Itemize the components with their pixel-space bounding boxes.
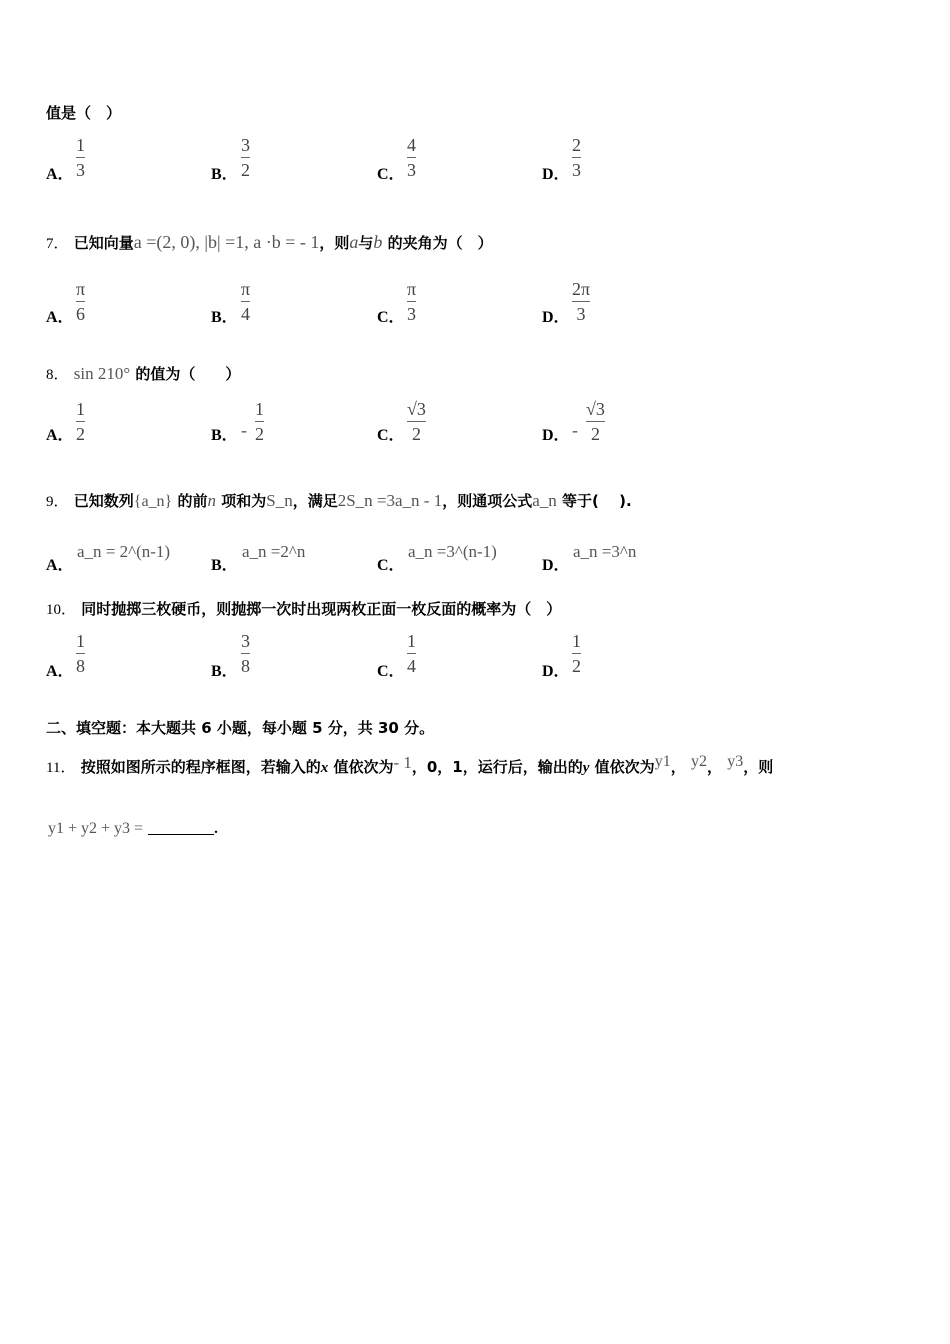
fraction-denominator: 8: [241, 656, 250, 676]
q7-option-fraction: [76, 278, 85, 325]
q9-var-s: S_n: [266, 491, 293, 510]
q7-formula: a =(2, 0), |b| =1, a ·b = - 1: [133, 232, 320, 252]
q10-option-fraction: [241, 630, 250, 677]
q6-option-fraction: [76, 134, 85, 181]
q8-option-fraction: [407, 398, 426, 445]
fraction-bar: [572, 301, 590, 302]
fraction-denominator: 8: [76, 656, 85, 676]
q10-option-letter: A．: [46, 663, 74, 680]
fraction-numerator: 2: [572, 135, 581, 155]
fraction-denominator: 4: [407, 656, 416, 676]
q10-option-fraction: [572, 630, 581, 677]
fraction-numerator: 3: [241, 631, 250, 651]
q7-text-d: 的夹角为（ ）: [387, 234, 493, 252]
fraction-bar: [572, 157, 581, 158]
q10-stem: [46, 598, 561, 619]
q10-number: 10．: [46, 602, 77, 618]
fraction-denominator: 6: [76, 304, 86, 324]
fraction-numerator: π: [407, 279, 417, 299]
q7-stem: [46, 232, 493, 253]
fraction-numerator: 4: [407, 135, 416, 155]
q11-answer-blank[interactable]: [148, 818, 214, 835]
fraction-bar: [241, 653, 250, 654]
q9-option-letter: C．: [377, 557, 405, 574]
fraction-denominator: 2: [572, 656, 581, 676]
q8-stem: [46, 363, 240, 384]
q8-formula: sin 210°: [73, 364, 131, 383]
fraction-bar: [407, 157, 416, 158]
q10-text: 同时抛掷三枚硬币，则抛掷一次时出现两枚正面一枚反面的概率为（ ）: [81, 600, 562, 618]
q8-option-letter: D．: [542, 427, 570, 444]
fraction-denominator: 2: [590, 424, 600, 444]
fraction-numerator: 1: [572, 631, 581, 651]
q6-option-fraction: [572, 134, 581, 181]
fraction-numerator: π: [76, 279, 86, 299]
q10-option-letter: C．: [377, 663, 405, 680]
q11-sep2: ，: [706, 758, 722, 776]
q11-y1: y1: [654, 753, 671, 770]
q7-number: 7．: [46, 236, 69, 252]
q7-option-fraction: [572, 278, 590, 325]
q11-var-y: y: [582, 760, 590, 776]
fraction-bar: [407, 301, 416, 302]
q7-option-letter: B．: [211, 309, 238, 326]
q9-option-expression: a_n =3^(n-1): [408, 542, 497, 561]
q9-text-f: 等于( ).: [562, 492, 632, 510]
fraction-numerator: √3: [586, 399, 605, 419]
fraction-denominator: 2: [255, 424, 264, 444]
fraction-bar: [407, 421, 426, 422]
fraction-numerator: 1: [407, 631, 416, 651]
fraction-numerator: 1: [76, 631, 85, 651]
q7-option-letter: D．: [542, 309, 570, 326]
q9-text-b: 的前: [177, 492, 208, 510]
q7-text-c: 与: [358, 234, 374, 252]
fraction-bar: [586, 421, 605, 422]
fraction-numerator: π: [241, 279, 251, 299]
q7-var-b: b: [373, 232, 383, 252]
q11-number: 11．: [46, 760, 76, 776]
q8-option-sign: -: [241, 420, 247, 440]
q9-number: 9．: [46, 494, 69, 510]
q7-var-a: a: [349, 232, 359, 252]
q9-option-expression: a_n =2^n: [242, 542, 306, 561]
q9-option-expression: a_n = 2^(n-1): [77, 542, 171, 561]
q8-number: 8．: [46, 367, 69, 383]
fraction-numerator: 1: [76, 135, 85, 155]
q11-text-d: 值依次为: [594, 758, 655, 776]
fraction-bar: [241, 301, 250, 302]
fraction-denominator: 3: [76, 160, 85, 180]
q9-cond: 2S_n =3a_n - 1: [337, 491, 443, 510]
q9-text-a: 已知数列: [73, 492, 134, 510]
fraction-bar: [76, 653, 85, 654]
q6-option-letter: D．: [542, 166, 570, 183]
q8-option-fraction: [76, 398, 85, 445]
q8-option-letter: A．: [46, 427, 74, 444]
fraction-denominator: 2: [76, 424, 85, 444]
fraction-bar: [76, 157, 85, 158]
fraction-bar: [76, 301, 85, 302]
q11-text-b: 值依次为: [333, 758, 394, 776]
q9-option-letter: A．: [46, 557, 74, 574]
fraction-bar: [407, 653, 416, 654]
q7-text-a: 已知向量: [73, 234, 134, 252]
q8-option-letter: B．: [211, 427, 238, 444]
q7-option-fraction: [407, 278, 416, 325]
q7-option-letter: A．: [46, 309, 74, 326]
q11-text-c: ，0，1，运行后，输出的: [411, 758, 583, 776]
q6-option-letter: C．: [377, 166, 405, 183]
q6-option-fraction: [407, 134, 416, 181]
fraction-numerator: √3: [407, 399, 426, 419]
q10-option-fraction: [407, 630, 416, 677]
q7-option-letter: C．: [377, 309, 405, 326]
q11-y2: y2: [690, 753, 707, 770]
fraction-denominator: 2: [411, 424, 421, 444]
fraction-denominator: 4: [241, 304, 251, 324]
q6-option-letter: B．: [211, 166, 238, 183]
fraction-numerator: 1: [255, 399, 264, 419]
q8-option-sign: -: [572, 420, 578, 440]
q8-option-letter: C．: [377, 427, 405, 444]
fraction-denominator: 3: [407, 304, 417, 324]
fraction-bar: [241, 157, 250, 158]
q9-text-d: ，满足: [292, 492, 338, 510]
fraction-denominator: 3: [572, 160, 581, 180]
q11-val1: - 1: [393, 753, 412, 772]
q9-option-letter: D．: [542, 557, 570, 574]
q8-option-fraction: [255, 398, 264, 445]
q8-option-fraction: [586, 398, 605, 445]
q9-text-c: 项和为: [221, 492, 267, 510]
q11-text-a: 按照如图所示的程序框图，若输入的: [80, 758, 321, 776]
fraction-bar: [255, 421, 264, 422]
fraction-numerator: 3: [241, 135, 250, 155]
q11-var-x: x: [320, 760, 329, 776]
q9-text-e: ，则通项公式: [442, 492, 533, 510]
q6-stem-tail: 值是（ ）: [46, 104, 122, 122]
q8-text: 的值为（ ）: [135, 365, 241, 383]
section2-heading: 二、填空题：本大题共 6 小题，每小题 5 分，共 30 分。: [46, 719, 435, 737]
q11-sum: y1 + y2 + y3 =: [48, 820, 144, 837]
q7-option-fraction: [241, 278, 250, 325]
fraction-bar: [572, 653, 581, 654]
fraction-denominator: 3: [576, 304, 586, 324]
q7-text-b: ，则: [319, 234, 350, 252]
q9-var-an: a_n: [532, 491, 557, 510]
q11-text-e: ，则: [743, 758, 774, 776]
fraction-denominator: 3: [407, 160, 416, 180]
fraction-numerator: 2π: [572, 279, 591, 299]
q9-option-expression: a_n =3^n: [573, 542, 637, 561]
q9-stem: [46, 490, 632, 511]
q9-seq: {a_n}: [133, 493, 173, 510]
q10-option-letter: D．: [542, 663, 570, 680]
q11-y3: y3: [727, 753, 744, 770]
fraction-bar: [76, 421, 85, 422]
q11-end: .: [214, 821, 218, 837]
fraction-numerator: 1: [76, 399, 85, 419]
fraction-denominator: 2: [241, 160, 250, 180]
q11-sep1: ，: [670, 758, 686, 776]
q9-option-letter: B．: [211, 557, 238, 574]
q11-stem: [46, 753, 773, 777]
q6-option-fraction: [241, 134, 250, 181]
q9-var-n: n: [207, 491, 216, 510]
q11-answer-line: [48, 818, 218, 838]
q10-option-fraction: [76, 630, 85, 677]
q6-option-letter: A．: [46, 166, 74, 183]
q10-option-letter: B．: [211, 663, 238, 680]
